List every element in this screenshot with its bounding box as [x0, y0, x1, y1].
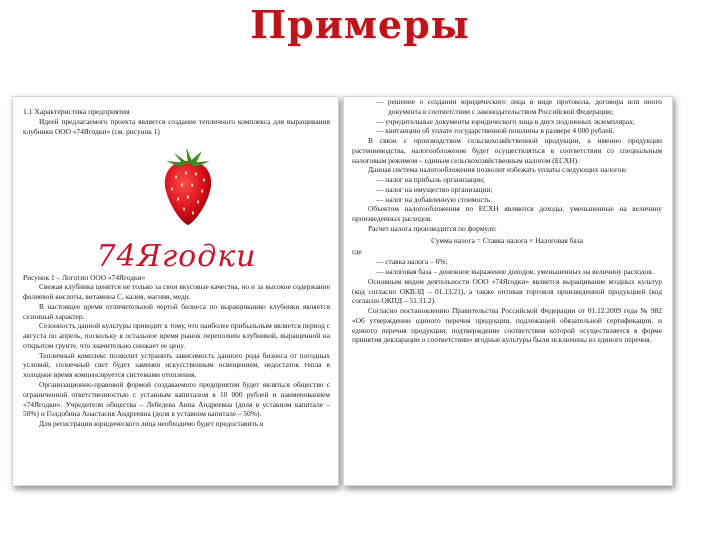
list-item: — учредительные документы юридического лица в двух подлинных экземплярах; — [376, 116, 635, 126]
paragraph: Сезонность данной культуры приводит к тому, что наиболее прибыльным является период с августа по апрель, поскольку в остальное время рынок переполнен клубникой, выращенной на открытом грунте, что значительно снижает ее цену. — [23, 321, 330, 350]
section-heading: 1.1 Характеристика предприятия — [23, 107, 130, 116]
paragraph: Основным видом деятельности ООО «74Ягодки» является выращивание ягодных культур (код согласно ОКВЭД – 01.13.21), а также оптовая торговля произведенной продукцией (код согласно ОКПД – 51.31.2). — [352, 276, 662, 306]
slide-title: Примеры — [250, 2, 470, 47]
paragraph: Объектом налогообложения по ЕСХН являются доходы, уменьшенные на величину произведенных расходов. — [352, 204, 662, 224]
list-item: — налог на прибыль организации; — [376, 175, 485, 185]
formula-where: где — [352, 247, 362, 257]
list-item: — ставка налога – 6%; — [376, 257, 448, 267]
strawberry-icon — [160, 147, 216, 227]
paragraph: Для регистрации юридического лица необходимо будет предоставить в — [39, 419, 264, 429]
paragraph: Свежая клубника ценится не только за свои вкусовые качества, но и за высокое содержание фолиевой кислоты, витамина С, калия, магния, меди. — [23, 282, 330, 302]
list-item: — налог на имущество организации; — [376, 184, 493, 194]
list-item: — налог на добавленную стоимость. — [376, 194, 493, 204]
paragraph: Согласно постановлению Правительства Российской Федерации от 01.12.2009 года № 982 «Об утверждении единого перечня продукции, подлежащей обязательной сертификации, и единого перечня продукции, подтверждение соответствия которой осуществляется в форме принятия декларации о соответствии» ягодные культуры были исключены из единого перечня. — [352, 306, 662, 345]
paragraph: Организационно-правовой формой создаваемого предприятия будет являться общество с ограниченной ответственностью с уставным капиталом в 10 000 рублей и наименованием «74Ягодки». Учредители общества – Лебедева Анна Андреевна (доля в уставном капитале – 50%) и Голдобина Анастасия Андреевна (доля в уставном капитале – 50%). — [23, 379, 330, 419]
tax-formula: Сумма налога = Ставка налога × Налоговая база — [431, 235, 583, 245]
company-logo — [23, 139, 330, 274]
paragraph: В настоящее время отличительной чертой бизнеса по выращиванию клубники является сезонный характер. — [23, 301, 330, 321]
paragraph: Тепличный комплекс позволит устранить зависимость данного рода бизнеса от погодных условий, солнечный свет будет заменен искусственным освещением, недостаток тепла в холодное время компенсируется системами отопления. — [23, 350, 330, 380]
paragraph: В связи с производством сельскохозяйственной продукции, а именно продукции растениеводства, налогообложение будет осуществляться в соответствии со специальным налоговым режимом – единым сельскохозяйственным налогом (ЕСХН). — [352, 136, 662, 165]
document-page-left — [12, 96, 339, 486]
list-item: — налоговая база – денежное выражение доходов, уменьшенных на величину расходов. — [376, 267, 654, 277]
paragraph: Расчет налога производится по формуле: — [368, 223, 497, 233]
logo-text: 74Ягодки — [96, 238, 257, 274]
list-item: — решение о создании юридического лица в виде протокола, договора или иного документа в соответствии с законодательством Российской Федерации; — [376, 97, 662, 116]
paragraph: Данная система налогообложения позволит избежать уплаты следующих налогов: — [368, 165, 628, 175]
paragraph-intro: Идеей предлагаемого проекта является создание тепличного комплекса для выращивания клубники ООО «74Ягодки» (см. рисунок 1) — [23, 117, 330, 136]
figure-caption: Рисунок 1 – Логотип ООО «74Ягодки» — [23, 272, 146, 282]
list-item: — квитанцию об уплате государственной пошлины в размере 4 000 рублей. — [376, 126, 615, 136]
document-page-right — [343, 96, 673, 486]
